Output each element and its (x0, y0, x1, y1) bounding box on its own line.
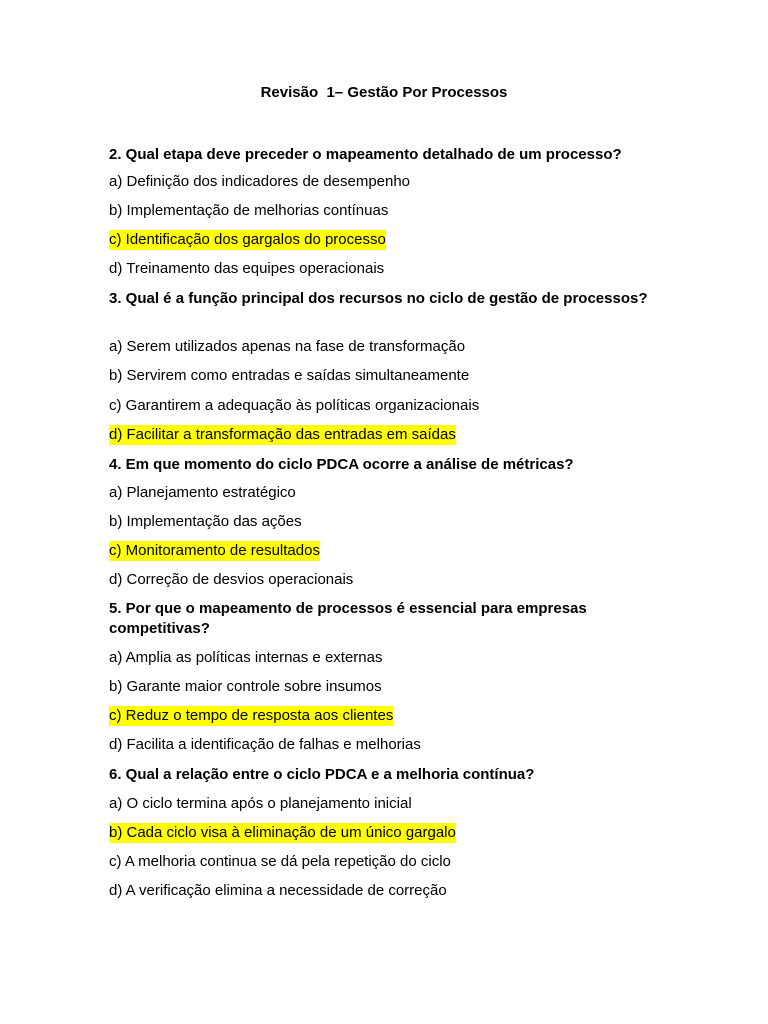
question-5-option-b: b) Garante maior controle sobre insumos (109, 678, 382, 695)
question-6-option-b-highlighted: b) Cada ciclo visa à eliminação de um único gargalo (109, 824, 456, 841)
question-4-option-a: a) Planejamento estratégico (109, 484, 296, 501)
question-4-option-d: d) Correção de desvios operacionais (109, 571, 354, 588)
question-6-option-d: d) A verificação elimina a necessidade de correção (109, 882, 447, 899)
question-2: 2. Qual etapa deve preceder o mapeamento detalhado de um processo? (109, 146, 622, 163)
question-2-option-c-highlighted: c) Identificação dos gargalos do processo (109, 231, 386, 248)
question-3-option-c: c) Garantirem a adequação às políticas organizacionais (109, 397, 480, 414)
question-6: 6. Qual a relação entre o ciclo PDCA e a melhoria contínua? (109, 766, 535, 783)
question-2-option-b: b) Implementação de melhorias contínuas (109, 202, 389, 219)
question-2-option-d: d) Treinamento das equipes operacionais (109, 260, 385, 277)
question-6-option-c: c) A melhoria continua se dá pela repetição do ciclo (109, 853, 451, 870)
question-4-option-c-highlighted: c) Monitoramento de resultados (109, 542, 320, 559)
question-6-option-a: a) O ciclo termina após o planejamento inicial (109, 795, 412, 812)
question-5-option-c-highlighted: c) Reduz o tempo de resposta aos clientes (109, 707, 394, 724)
question-4: 4. Em que momento do ciclo PDCA ocorre a análise de métricas? (109, 456, 574, 473)
question-3: 3. Qual é a função principal dos recursos no ciclo de gestão de processos? (109, 290, 648, 307)
question-2-option-a: a) Definição dos indicadores de desempenho (109, 173, 411, 190)
question-3-option-b: b) Servirem como entradas e saídas simultaneamente (109, 367, 470, 384)
document-title: Revisão 1– Gestão Por Processos (260, 84, 508, 101)
question-5: 5. Por que o mapeamento de processos é essencial para empresas competitivas? (109, 600, 587, 637)
question-5-option-a: a) Amplia as políticas internas e externas (109, 649, 383, 666)
question-3-option-a: a) Serem utilizados apenas na fase de transformação (109, 338, 466, 355)
question-4-option-b: b) Implementação das ações (109, 513, 302, 530)
question-3-option-d-highlighted: d) Facilitar a transformação das entradas em saídas (109, 426, 456, 443)
question-5-option-d: d) Facilita a identificação de falhas e melhorias (109, 736, 421, 753)
